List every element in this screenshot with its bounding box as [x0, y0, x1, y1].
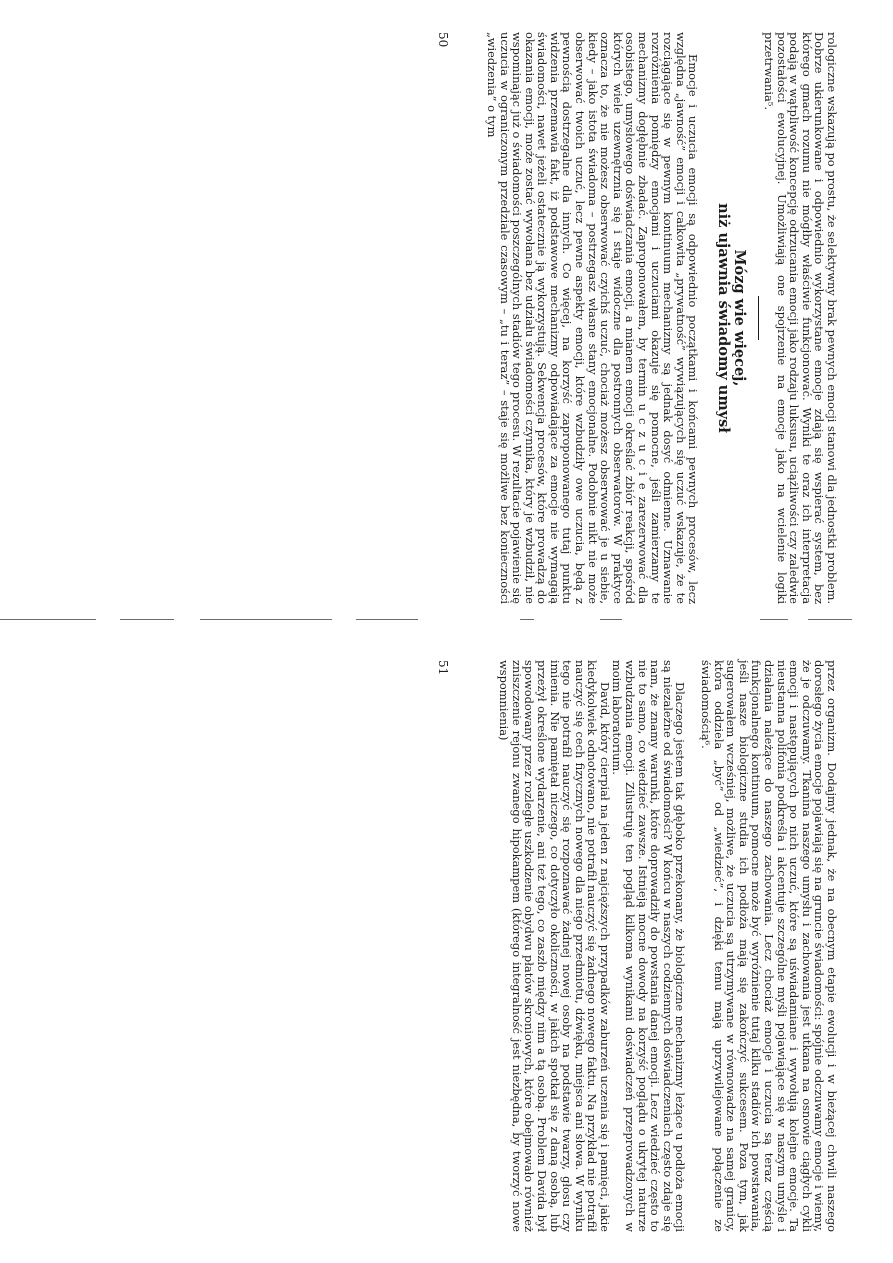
body-paragraph: Emocje i uczucia emocji są odpowiednio początkami i końcami pewnych procesów, lecz względna „jawność” emocji i całkowita „prywatność” wywiązujących się uczuć wskazuje, że te rozciągające się w pewnym kontinuum mechanizmy są jednak dosyć odmienne. Uznawanie rozróżnienia pomiędzy emocjami i uczuciami okazuje się pomocne, jeśli zamierzamy te mechanizmy dogłębnie zbadać. Zaproponowałem, by termin u c z u c i e zarezerwować dla osobistego, umysłowego doświadczania emocji, a mianem emocji określać zbiór reakcji, spośród których wiele uzewnętrznia się i staje widoczne dla postronnych obserwatorów. W praktyce oznacza to, że nie możesz obserwować czyichś uczuć, chociaż możesz obserwować je u siebie, kiedy – jako istota świadoma – postrzegasz własne stany emocjonalne. Podobnie nikt nie może obserwować twoich uczuć, lecz pewne aspekty emocji, które wzbudziły owe uczucia, będą z pewnością dostrzegalne dla innych. Co więcej, na korzyść zaproponowanego tutaj punktu widzenia przemawia fakt, iż podstawowe mechanizmy odpowiadające za emocje nie wymagają świadomości, nawet jeżeli ostatecznie ją wykorzystują. Sekwencja procesów, które prowadzą do okazania emocji, może zostać wywołana bez udziału świadomości czynnika, który je wzbudził, nie wspominając już o świadomości poszczególnych stadiów tego procesu. W rezultacie pojawienie się uczucia w ograniczonym przedziale czasowym – „tu i teraz” – staje się możliwe bez konieczności „wiedzenia” o tym — [484, 32, 701, 604]
top-paragraph: rologiczne wskazują po prostu, że selektywny brak pewnych emocji stanowi dla jednostki problem. Dobrze ukierunkowane i odpowiednio wykorzystane emocje zdają się wspierać system, bez którego gmach rozumu nie mógłby właściwie funkcjonować. Wyniki te oraz ich interpretacja podają w wątpliwość koncepcję odrzucania emocji jako rodzaju luksusu, uciążliwości czy zaledwie pozostałości ewolucyjnej. Umożliwiają one spojrzenie na emocje jako na wcielenie logiki przetrwania⁵. — [762, 32, 839, 604]
section-heading-line-2: niż ujawnia świadomy umysł — [715, 203, 733, 433]
section-heading-line-1: Mózg wie więcej, — [731, 249, 749, 387]
left-page-column — [485, 32, 838, 604]
paragraph-dlaczego: Dlaczego jestem tak głęboko przekonany, że biologiczne mechanizmy leżące u podłoża emocji są niezależne od świadomości? W końcu w naszych codziennych doświadczeniach często zdaje się nam, że znamy warunki, które doprowadziły do powstania danej emocji. Lecz wiedzieć często to nie to samo, co wiedzieć zawsze. Istnieją mocne dowody na korzyść poglądu o ukrytej naturze wzbudzania emocji. Zilustruję ten pogląd kilkoma wynikami doświadczeń przeprowadzonych w moim laboratorium. — [610, 660, 688, 1232]
page-number-left: 50 — [436, 32, 450, 48]
section-heading — [715, 32, 747, 604]
page-number-right: 51 — [436, 660, 450, 676]
paragraph-organizm: przez organizm. Dodajmy jednak, że na obecnym etapie ewolucji i w bieżącej chwili naszego dorosłego życia emocje pojawiają się na gruncie świadomości: spójnie odczuwamy emocje i wiemy, że je odczuwamy. Tkanina naszego umysłu i zachowania jest utkana na osnowie ciągłych cykli emocji i następujących po nich uczuć, które są uświadamiane i wywołują kolejne emocje. Ta nieustanna polifonia podkreśla i akcentuje szczególne myśli pojawiające się w naszym umyśle i działania należące do naszego zachowania. Lecz chociaż emocje i uczucia są teraz częścią funkcjonalnego kontinuum, pomocne może być wyróżnienie tutaj kilku stadiów ich powstawania, jeśli nasze biologiczne studia ich podłoża mają się zakończyć sukcesem. Poza tym, jak sugerowałem wcześniej, możliwe, że uczucia są utrzymywane w równowadze na samej granicy, która oddziela „być” od „wiedzieć”, i dzięki temu mają uprzywilejowane połączenie ze świadomością⁶. — [699, 660, 839, 1232]
left-book-page — [438, 32, 838, 604]
right-page-column — [498, 660, 838, 1232]
heading-rule — [758, 296, 759, 340]
paragraph-david: David, który cierpiał na jeden z najcięższych przypadków zaburzeń uczenia się i pamięci, jakie kiedykolwiek odnotowano, nie potrafił nauczyć się żadnego nowego faktu. Na przykład nie potrafił nauczyć się cech fizycznych nowego dla niego przedmiotu, dźwięku, miejsca ani słowa. W wyniku tego nie potrafił nauczyć się rozpoznawać żadnej nowej osoby na podstawie twarzy, głosu czy imienia. Nie pamiętał niczego, co dotyczyło okoliczności, w jakich spotkał się z daną osobą, lub przeżył określone wydarzenie, ani też tego, co zaszło między nim a tą osobą. Problem Davida był spowodowany przez rozległe uszkodzenie obydwu płatów skroniowych, które obejmowało również zniszczenie rejonu zwanego hipokampem (którego integralność jest niezbędna, by tworzyć nowe wspomnienia) — [497, 660, 612, 1232]
right-book-page — [438, 660, 838, 1232]
page-fold-line — [0, 612, 893, 628]
